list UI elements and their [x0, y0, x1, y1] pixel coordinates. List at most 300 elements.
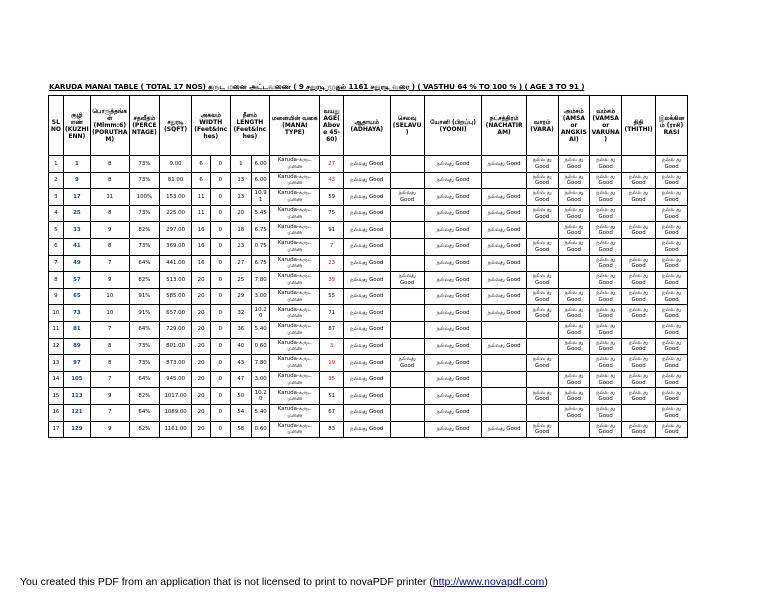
cell-width-inches: 0 — [211, 172, 230, 189]
cell-sl-no: 6 — [49, 238, 64, 255]
cell-vamsa: நல்ல து Good — [590, 338, 622, 355]
cell-yooni: நல்லது Good — [424, 421, 482, 438]
cell-width-inches: 0 — [211, 321, 230, 338]
cell-rasi: நல்ல து Good — [656, 172, 688, 189]
cell-porutham: 8 — [90, 172, 129, 189]
cell-adhaya: நல்லது Good — [344, 238, 391, 255]
cell-thithi: நல்ல து Good — [622, 288, 656, 305]
cell-width-inches: 0 — [211, 156, 230, 173]
cell-length-inches: 10.20 — [252, 305, 270, 322]
cell-amsa: நல்ல து Good — [558, 172, 590, 189]
cell-amsa: நல்ல து Good — [558, 388, 590, 405]
cell-rasi: நல்ல து Good — [656, 388, 688, 405]
cell-sl-no: 2 — [49, 172, 64, 189]
cell-kuzhi: 73 — [63, 305, 90, 322]
cell-adhaya: நல்லது Good — [344, 371, 391, 388]
cell-yooni: நல்லது Good — [424, 238, 482, 255]
cell-percentage: 91% — [129, 305, 160, 322]
cell-adhaya: நல்லது Good — [344, 189, 391, 206]
cell-age: 71 — [320, 305, 344, 322]
cell-length-inches: 7.80 — [252, 355, 270, 372]
cell-width-inches: 0 — [211, 222, 230, 239]
cell-manai-type: Karuda-கருட மனை — [270, 321, 320, 338]
cell-length-inches: 6.00 — [252, 156, 270, 173]
cell-width-feet: 16 — [191, 222, 210, 239]
cell-sqft: 1017.00 — [160, 388, 192, 405]
cell-selavu — [390, 238, 424, 255]
cell-manai-type: Karuda-கருட மனை — [270, 388, 320, 405]
cell-age: 27 — [320, 156, 344, 173]
cell-yooni: நல்லது Good — [424, 156, 482, 173]
cell-length-feet: 47 — [230, 371, 252, 388]
cell-manai-type: Karuda-கருட மனை — [270, 421, 320, 438]
cell-age: 7 — [320, 238, 344, 255]
cell-nachatiram — [482, 172, 526, 189]
cell-manai-type: Karuda-கருட மனை — [270, 156, 320, 173]
cell-width-inches: 0 — [211, 371, 230, 388]
cell-vamsa: நல்ல து Good — [590, 238, 622, 255]
cell-yooni: நல்லது Good — [424, 404, 482, 421]
cell-sqft: 297.00 — [160, 222, 192, 239]
cell-vamsa: நல்ல து Good — [590, 305, 622, 322]
cell-nachatiram — [482, 321, 526, 338]
cell-yooni: நல்லது Good — [424, 371, 482, 388]
cell-width-inches: 0 — [211, 205, 230, 222]
cell-selavu — [390, 205, 424, 222]
cell-vamsa: நல்ல து Good — [590, 421, 622, 438]
cell-adhaya: நல்லது Good — [344, 355, 391, 372]
header-thithi: திதி (THITHI) — [622, 96, 656, 156]
cell-sl-no: 13 — [49, 355, 64, 372]
cell-thithi: நல்ல து Good — [622, 222, 656, 239]
cell-length-inches: 3.00 — [252, 371, 270, 388]
cell-porutham: 10 — [90, 305, 129, 322]
table-row — [49, 321, 688, 338]
cell-manai-type: Karuda-கருட மனை — [270, 305, 320, 322]
cell-manai-type: Karuda-கருட மனை — [270, 288, 320, 305]
cell-rasi: நல்ல து Good — [656, 421, 688, 438]
table-row — [49, 189, 688, 206]
header-rasi: இலக்கினம் (ராசி) RASI — [656, 96, 688, 156]
cell-sqft: 585.00 — [160, 288, 192, 305]
cell-length-inches: 10.20 — [252, 388, 270, 405]
cell-thithi — [622, 156, 656, 173]
cell-width-feet: 11 — [191, 205, 210, 222]
cell-adhaya: நல்லது Good — [344, 388, 391, 405]
cell-selavu — [390, 388, 424, 405]
cell-percentage: 73% — [129, 205, 160, 222]
cell-sl-no: 11 — [49, 321, 64, 338]
cell-selavu — [390, 371, 424, 388]
cell-length-feet: 23 — [230, 238, 252, 255]
cell-kuzhi: 9 — [63, 172, 90, 189]
cell-selavu — [390, 404, 424, 421]
header-amsa: அம்சம் (AMSA or ANGKISAI) — [558, 96, 590, 156]
cell-selavu: நல்லது Good — [390, 189, 424, 206]
cell-vamsa: நல்ல து Good — [590, 388, 622, 405]
cell-sqft: 441.00 — [160, 255, 192, 272]
table-row — [49, 421, 688, 438]
header-width: அகலம் WIDTH (Feet&Inches) — [191, 96, 230, 156]
cell-length-feet: 13 — [230, 189, 252, 206]
cell-length-inches: 5.45 — [252, 205, 270, 222]
cell-kuzhi: 121 — [63, 404, 90, 421]
header-sqft: சதுரடி (SQFT) — [160, 96, 192, 156]
cell-kuzhi: 81 — [63, 321, 90, 338]
cell-length-feet: 13 — [230, 172, 252, 189]
header-selavu: செலவு (SELAVU) — [390, 96, 424, 156]
cell-width-inches: 0 — [211, 305, 230, 322]
cell-length-feet: 27 — [230, 255, 252, 272]
cell-rasi: நல்ல து Good — [656, 156, 688, 173]
cell-sqft: 873.00 — [160, 355, 192, 372]
cell-amsa: நல்ல து Good — [558, 338, 590, 355]
cell-yooni: நல்லது Good — [424, 172, 482, 189]
cell-sl-no: 12 — [49, 338, 64, 355]
cell-percentage: 73% — [129, 156, 160, 173]
cell-rasi: நல்ல து Good — [656, 371, 688, 388]
cell-sqft: 513.00 — [160, 272, 192, 289]
cell-porutham: 9 — [90, 388, 129, 405]
cell-age: 55 — [320, 288, 344, 305]
cell-length-feet: 50 — [230, 388, 252, 405]
cell-percentage: 91% — [129, 288, 160, 305]
cell-length-feet: 1 — [230, 156, 252, 173]
cell-kuzhi: 33 — [63, 222, 90, 239]
cell-porutham: 8 — [90, 355, 129, 372]
cell-amsa: நல்ல து Good — [558, 371, 590, 388]
cell-sl-no: 3 — [49, 189, 64, 206]
cell-amsa: நல்ல து Good — [558, 222, 590, 239]
cell-sl-no: 14 — [49, 371, 64, 388]
cell-selavu — [390, 222, 424, 239]
cell-manai-type: Karuda-கருட மனை — [270, 371, 320, 388]
cell-width-feet: 20 — [191, 321, 210, 338]
cell-nachatiram: நல்லது Good — [482, 222, 526, 239]
cell-vara — [526, 255, 558, 272]
cell-manai-type: Karuda-கருட மனை — [270, 222, 320, 239]
cell-length-inches: 0.60 — [252, 421, 270, 438]
cell-thithi: நல்ல து Good — [622, 272, 656, 289]
cell-percentage: 82% — [129, 222, 160, 239]
cell-rasi: நல்ல து Good — [656, 272, 688, 289]
cell-selavu — [390, 305, 424, 322]
cell-width-feet: 6 — [191, 172, 210, 189]
footer-close: ) — [544, 576, 548, 588]
cell-rasi: நல்ல து Good — [656, 321, 688, 338]
cell-kuzhi: 65 — [63, 288, 90, 305]
cell-porutham: 7 — [90, 404, 129, 421]
header-length: நீளம் LENGTH (Feet&Inches) — [230, 96, 270, 156]
cell-thithi: நல்ல து Good — [622, 189, 656, 206]
cell-kuzhi: 129 — [63, 421, 90, 438]
cell-percentage: 64% — [129, 321, 160, 338]
cell-sqft: 225.00 — [160, 205, 192, 222]
cell-percentage: 82% — [129, 388, 160, 405]
cell-width-feet: 6 — [191, 156, 210, 173]
cell-vamsa: நல்ல து Good — [590, 371, 622, 388]
cell-amsa — [558, 272, 590, 289]
table-row — [49, 205, 688, 222]
cell-percentage: 64% — [129, 255, 160, 272]
cell-adhaya: நல்லது Good — [344, 421, 391, 438]
cell-rasi: நல்ல து Good — [656, 222, 688, 239]
footer-notice — [20, 576, 548, 588]
cell-manai-type: Karuda-கருட மனை — [270, 205, 320, 222]
cell-vara: நல்ல து Good — [526, 288, 558, 305]
cell-percentage: 82% — [129, 421, 160, 438]
footer-text: You created this PDF from an application that is not licensed to print to novaPDF printer ( — [20, 576, 433, 588]
cell-selavu: நல்லது Good — [390, 355, 424, 372]
cell-vamsa: நல்ல து Good — [590, 205, 622, 222]
table-row — [49, 355, 688, 372]
cell-length-feet: 40 — [230, 338, 252, 355]
cell-vara — [526, 222, 558, 239]
cell-porutham: 10 — [90, 288, 129, 305]
table-body — [49, 156, 688, 438]
cell-length-inches: 5.40 — [252, 404, 270, 421]
cell-porutham: 8 — [90, 238, 129, 255]
cell-length-inches: 0.75 — [252, 238, 270, 255]
cell-porutham: 7 — [90, 255, 129, 272]
cell-porutham: 9 — [90, 222, 129, 239]
cell-nachatiram: நல்லது Good — [482, 238, 526, 255]
cell-width-feet: 20 — [191, 288, 210, 305]
cell-length-feet: 43 — [230, 355, 252, 372]
header-sl-no: SL NO — [49, 96, 64, 156]
cell-kuzhi: 89 — [63, 338, 90, 355]
cell-selavu — [390, 288, 424, 305]
header-manai-type: மனையின் வகை (MANAI TYPE) — [270, 96, 320, 156]
cell-sl-no: 15 — [49, 388, 64, 405]
cell-amsa: நல்ல து Good — [558, 189, 590, 206]
cell-manai-type: Karuda-கருட மனை — [270, 238, 320, 255]
cell-manai-type: Karuda-கருட மனை — [270, 255, 320, 272]
table-title: KARUDA MANAI TABLE ( TOTAL 17 NOS) கருட மனை அட்டவணை ( 9 சதுரடி முதல் 1161 சதுரடி வரை ) ( VASTHU 64 % TO 100 % ) ( AGE 3 TO 91 ) — [49, 82, 585, 91]
cell-width-feet: 20 — [191, 272, 210, 289]
cell-adhaya: நல்லது Good — [344, 272, 391, 289]
cell-selavu — [390, 255, 424, 272]
cell-yooni: நல்லது Good — [424, 205, 482, 222]
cell-vara — [526, 321, 558, 338]
cell-vara: நல்ல து Good — [526, 272, 558, 289]
cell-percentage: 82% — [129, 272, 160, 289]
cell-vara: நல்ல து Good — [526, 156, 558, 173]
table-row — [49, 222, 688, 239]
cell-nachatiram — [482, 404, 526, 421]
cell-sl-no: 8 — [49, 272, 64, 289]
cell-kuzhi: 97 — [63, 355, 90, 372]
cell-vara — [526, 404, 558, 421]
cell-adhaya: நல்லது Good — [344, 205, 391, 222]
cell-age: 3 — [320, 338, 344, 355]
cell-vara: நல்ல து Good — [526, 238, 558, 255]
cell-width-inches: 0 — [211, 355, 230, 372]
cell-vara: நல்ல து Good — [526, 189, 558, 206]
cell-age: 59 — [320, 189, 344, 206]
cell-width-inches: 0 — [211, 189, 230, 206]
cell-thithi: நல்ல து Good — [622, 305, 656, 322]
cell-width-inches: 0 — [211, 255, 230, 272]
cell-width-feet: 20 — [191, 388, 210, 405]
cell-vamsa: நல்ல து Good — [590, 172, 622, 189]
cell-width-feet: 20 — [191, 371, 210, 388]
table-row — [49, 404, 688, 421]
cell-percentage: 73% — [129, 355, 160, 372]
cell-percentage: 73% — [129, 238, 160, 255]
cell-length-inches: 0.60 — [252, 338, 270, 355]
cell-percentage: 64% — [129, 404, 160, 421]
cell-amsa: நல்ல து Good — [558, 288, 590, 305]
cell-age: 83 — [320, 421, 344, 438]
cell-nachatiram: நல்லது Good — [482, 305, 526, 322]
cell-thithi: நல்ல து Good — [622, 388, 656, 405]
cell-vara — [526, 338, 558, 355]
cell-yooni: நல்லது Good — [424, 189, 482, 206]
table-row — [49, 305, 688, 322]
header-percentage: சதவீதம் (PERCENTAGE) — [129, 96, 160, 156]
cell-sl-no: 16 — [49, 404, 64, 421]
header-kuzhi: குழி எண் (KUZHI ENN) — [63, 96, 90, 156]
cell-nachatiram: நல்லது Good — [482, 338, 526, 355]
cell-sqft: 9.00 — [160, 156, 192, 173]
cell-sl-no: 9 — [49, 288, 64, 305]
cell-adhaya: நல்லது Good — [344, 172, 391, 189]
cell-length-feet: 58 — [230, 421, 252, 438]
cell-vara: நல்ல து Good — [526, 172, 558, 189]
cell-amsa: நல்ல து Good — [558, 321, 590, 338]
cell-amsa: நல்ல து Good — [558, 238, 590, 255]
cell-length-feet: 18 — [230, 222, 252, 239]
cell-width-feet: 16 — [191, 255, 210, 272]
header-vara: வாரம் (VARA) — [526, 96, 558, 156]
cell-thithi — [622, 321, 656, 338]
cell-sl-no: 1 — [49, 156, 64, 173]
cell-adhaya: நல்லது Good — [344, 288, 391, 305]
cell-kuzhi: 57 — [63, 272, 90, 289]
cell-length-feet: 32 — [230, 305, 252, 322]
cell-adhaya: நல்லது Good — [344, 338, 391, 355]
cell-sqft: 1161.00 — [160, 421, 192, 438]
cell-nachatiram: நல்லது Good — [482, 288, 526, 305]
karuda-manai-table — [48, 95, 688, 438]
header-age: வயது AGE(Above 45-60) — [320, 96, 344, 156]
cell-amsa: நல்ல து Good — [558, 156, 590, 173]
cell-kuzhi: 41 — [63, 238, 90, 255]
cell-yooni: நல்லது Good — [424, 321, 482, 338]
cell-age: 35 — [320, 371, 344, 388]
cell-sqft: 945.00 — [160, 371, 192, 388]
table-row — [49, 238, 688, 255]
table-row — [49, 255, 688, 272]
cell-rasi: நல்ல து Good — [656, 338, 688, 355]
cell-yooni: நல்லது Good — [424, 222, 482, 239]
table-row — [49, 272, 688, 289]
cell-age: 39 — [320, 272, 344, 289]
cell-kuzhi: 105 — [63, 371, 90, 388]
cell-length-feet: 25 — [230, 272, 252, 289]
cell-length-inches: 10.91 — [252, 189, 270, 206]
cell-yooni: நல்லது Good — [424, 355, 482, 372]
cell-nachatiram: நல்லது Good — [482, 205, 526, 222]
cell-width-inches: 0 — [211, 338, 230, 355]
cell-length-feet: 36 — [230, 321, 252, 338]
cell-yooni: நல்லது Good — [424, 388, 482, 405]
cell-sqft: 657.00 — [160, 305, 192, 322]
cell-manai-type: Karuda-கருட மனை — [270, 404, 320, 421]
cell-amsa — [558, 355, 590, 372]
cell-selavu — [390, 156, 424, 173]
cell-amsa: நல்ல து Good — [558, 305, 590, 322]
cell-rasi: நல்ல து Good — [656, 404, 688, 421]
cell-vamsa: நல்ல து Good — [590, 355, 622, 372]
table-row — [49, 172, 688, 189]
cell-vamsa: நல்ல து Good — [590, 404, 622, 421]
cell-age: 87 — [320, 321, 344, 338]
header-adhaya: ஆதாயம் (ADHAYA) — [344, 96, 391, 156]
cell-porutham: 7 — [90, 321, 129, 338]
cell-rasi: நல்ல து Good — [656, 205, 688, 222]
cell-kuzhi: 1 — [63, 156, 90, 173]
cell-sqft: 729.00 — [160, 321, 192, 338]
novapdf-link[interactable]: http://www.novapdf.com — [432, 576, 545, 588]
cell-width-inches: 0 — [211, 272, 230, 289]
table-row — [49, 156, 688, 173]
table-row — [49, 288, 688, 305]
cell-percentage: 64% — [129, 371, 160, 388]
cell-adhaya: நல்லது Good — [344, 222, 391, 239]
cell-adhaya: நல்லது Good — [344, 404, 391, 421]
cell-vamsa: நல்ல து Good — [590, 255, 622, 272]
cell-length-inches: 6.00 — [252, 172, 270, 189]
cell-age: 23 — [320, 255, 344, 272]
cell-kuzhi: 17 — [63, 189, 90, 206]
cell-porutham: 8 — [90, 338, 129, 355]
cell-thithi: நல்ல து Good — [622, 355, 656, 372]
cell-manai-type: Karuda-கருட மனை — [270, 172, 320, 189]
cell-selavu — [390, 421, 424, 438]
cell-nachatiram: நல்லது Good — [482, 255, 526, 272]
cell-manai-type: Karuda-கருட மனை — [270, 272, 320, 289]
header-row — [49, 96, 688, 156]
cell-nachatiram — [482, 388, 526, 405]
cell-sl-no: 10 — [49, 305, 64, 322]
cell-yooni: நல்லது Good — [424, 338, 482, 355]
cell-length-inches: 5.40 — [252, 321, 270, 338]
cell-age: 91 — [320, 222, 344, 239]
cell-percentage: 73% — [129, 172, 160, 189]
cell-manai-type: Karuda-கருட மனை — [270, 355, 320, 372]
cell-thithi: நல்ல து Good — [622, 255, 656, 272]
cell-yooni: நல்லது Good — [424, 288, 482, 305]
cell-kuzhi: 113 — [63, 388, 90, 405]
cell-manai-type: Karuda-கருட மனை — [270, 189, 320, 206]
header-nachatiram: நட்சத்திரம் (NACHATIRAM) — [482, 96, 526, 156]
cell-length-inches: 6.75 — [252, 222, 270, 239]
cell-nachatiram: நல்லது Good — [482, 272, 526, 289]
cell-length-inches: 6.75 — [252, 255, 270, 272]
cell-vara — [526, 371, 558, 388]
cell-vara: நல்ல து Good — [526, 205, 558, 222]
cell-length-inches: 3.00 — [252, 288, 270, 305]
header-porutham: பொருத்தங்கள் (Mlmm:6) (PORUTHAM) — [90, 96, 129, 156]
cell-age: 19 — [320, 355, 344, 372]
cell-width-feet: 20 — [191, 404, 210, 421]
cell-rasi: நல்ல து Good — [656, 255, 688, 272]
cell-vamsa: நல்ல து Good — [590, 321, 622, 338]
cell-vamsa: நல்ல து Good — [590, 156, 622, 173]
cell-length-feet: 29 — [230, 288, 252, 305]
